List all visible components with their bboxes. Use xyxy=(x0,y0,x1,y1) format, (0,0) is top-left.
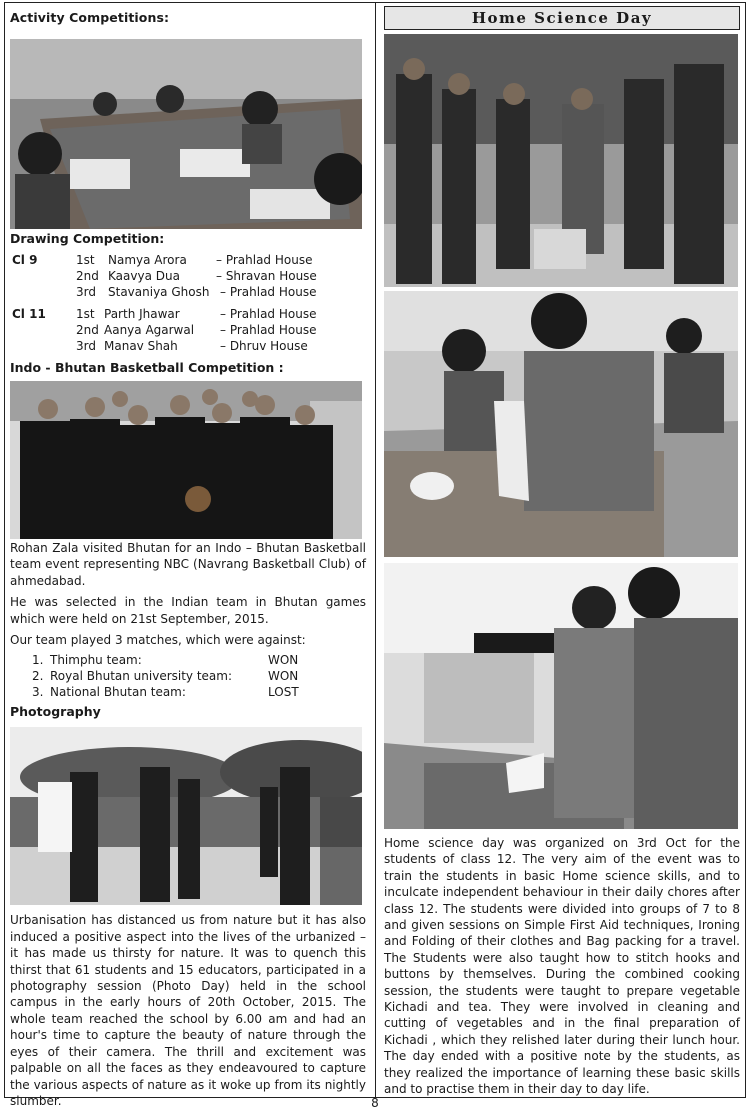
position: 1st xyxy=(76,307,95,321)
match-list xyxy=(32,652,366,700)
drawing-competition-photo xyxy=(10,39,362,229)
result-row xyxy=(76,268,317,284)
home-science-day-banner: Home Science Day xyxy=(384,6,740,30)
match-result: WON xyxy=(268,653,299,668)
result-row xyxy=(76,284,317,300)
match-number: 3. xyxy=(32,685,44,700)
ironing-session-photo xyxy=(384,563,738,829)
student-name: Kaavya Dua xyxy=(108,269,180,283)
basketball-paragraph-3: Our team played 3 matches, which were against: xyxy=(10,633,306,648)
result-row xyxy=(76,322,316,338)
house-name: – Prahlad House xyxy=(216,253,313,267)
position: 3rd xyxy=(76,339,96,353)
match-result: LOST xyxy=(268,685,299,700)
student-name: Stavaniya Ghosh xyxy=(108,285,210,299)
match-row xyxy=(32,684,366,700)
match-team: Royal Bhutan university team: xyxy=(50,669,233,684)
basketball-paragraph-2: He was selected in the Indian team in Bhutan games which were held on 21st September, 2015. xyxy=(10,595,366,626)
result-row xyxy=(76,252,317,268)
match-row xyxy=(32,652,366,668)
photography-paragraph: Urbanisation has distanced us from nature but it has also induced a positive aspect into the lives of the urbanized – it has made us thirsty for nature. It was to quench this thirst that 61 students and 15 educators, participated in a photography session (Photo Day) held in the school campus in the early hours of 20th October, 2015. The whole team reached the school by 6.00 am and had an hour's time to capture the beauty of nature through the eyes of their camera. The thrill and excitement was palpable on all the faces as they endeavoured to capture the various aspects of nature as it woke up from its nightly slumber. xyxy=(10,913,366,1108)
class-label: Cl 9 xyxy=(12,253,38,267)
column-divider xyxy=(375,2,376,1098)
basketball-heading: Indo - Bhutan Basketball Competition : xyxy=(10,360,284,375)
position: 1st xyxy=(76,253,95,267)
student-name: Namya Arora xyxy=(108,253,187,267)
student-name: Aanya Agarwal xyxy=(104,323,195,337)
position: 3rd xyxy=(76,285,96,299)
house-name: – Dhruv House xyxy=(220,339,308,353)
result-row xyxy=(76,306,316,322)
left-column xyxy=(10,8,366,1109)
first-aid-session-photo xyxy=(384,291,738,557)
photography-heading: Photography xyxy=(10,704,101,720)
basketball-team-photo xyxy=(10,381,362,539)
class-label: Cl 11 xyxy=(12,307,46,321)
student-name: Manav Shah xyxy=(104,339,178,353)
cooking-session-photo xyxy=(384,34,738,287)
match-row xyxy=(32,668,366,684)
basketball-paragraph-1: Rohan Zala visited Bhutan for an Indo – Bhutan Basketball team event representing NBC (Navrang Basketball Club) of ahmedabad. xyxy=(10,541,366,588)
right-column xyxy=(384,6,740,1098)
activity-heading: Activity Competitions: xyxy=(10,10,170,25)
house-name: – Prahlad House xyxy=(220,285,317,299)
match-number: 2. xyxy=(32,669,44,684)
position: 2nd xyxy=(76,269,99,283)
page-number: 8 xyxy=(371,1096,379,1110)
house-name: – Shravan House xyxy=(216,269,317,283)
match-team: Thimphu team: xyxy=(50,653,142,668)
position: 2nd xyxy=(76,323,99,337)
match-number: 1. xyxy=(32,653,44,668)
photography-session-photo xyxy=(10,727,362,905)
drawing-results-class-11 xyxy=(10,306,366,354)
house-name: – Prahlad House xyxy=(220,307,317,321)
drawing-heading: Drawing Competition: xyxy=(10,231,165,246)
student-name: Parth Jhawar xyxy=(104,307,180,321)
match-result: WON xyxy=(268,669,299,684)
drawing-results-class-9 xyxy=(10,252,366,300)
house-name: – Prahlad House xyxy=(220,323,317,337)
match-team: National Bhutan team: xyxy=(50,685,186,700)
home-science-paragraph: Home science day was organized on 3rd Oct for the students of class 12. The very aim of the event was to train the students in basic Home science skills, and to inculcate independent behaviour in their daily chores after class 12. The students were divided into groups of 7 to 8 and given sessions on Simple First Aid techniques, Ironing and Folding of their clothes and Bag packing for a travel. The Students were also taught how to stitch hooks and buttons by themselves. During the combined cooking session, the students were taught to prepare vegetable Kichadi and tea. They were involved in cleaning and cutting of vegetables and in the final preparation of Kichadi , which they relished later during their lunch hour. The day ended with a positive note by the students, as they realized the importance of learning these basic skills and to practise them in their day to day life. xyxy=(384,836,740,1097)
result-row xyxy=(76,338,316,354)
